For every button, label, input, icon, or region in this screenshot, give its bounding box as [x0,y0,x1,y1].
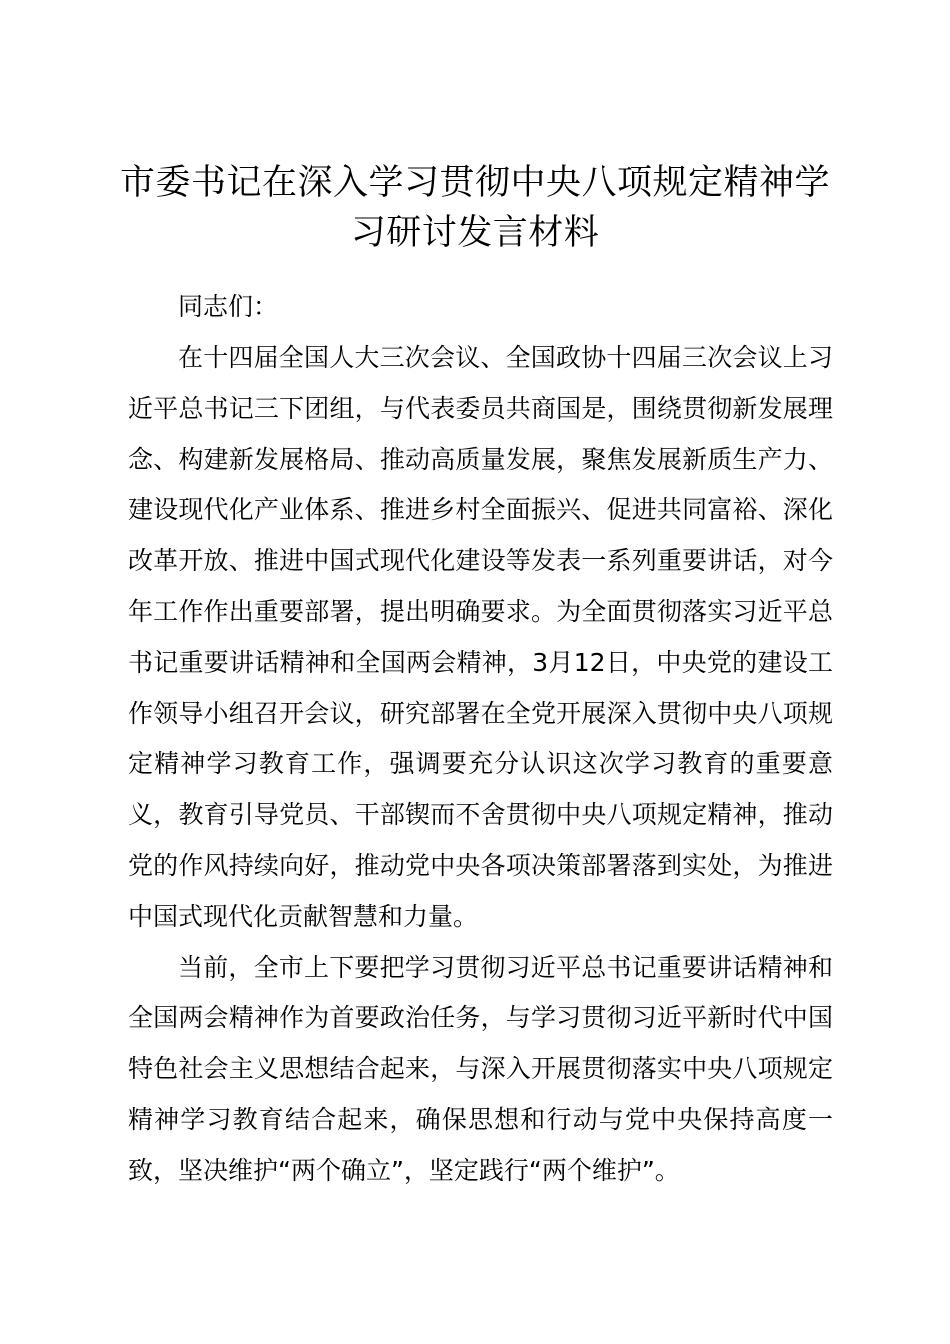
document-title: 市委书记在深入学习贯彻中央八项规定精神学习研讨发言材料 [119,163,830,253]
greeting: 同志们： [178,292,279,321]
paragraph-1: 在十四届全国人大三次会议、全国政协十四届三次会议上习近平总书记三下团组，与代表委员共商国是，围绕贯彻新发展理念、构建新发展格局、推动高质量发展，聚焦发展新质生产力、建设现代化产业体系、推进乡村全面振兴、促进共同富裕、深化改革开放、推进中国式现代化建设等发表一系列重要讲话，对今年工作作出重要部署，提出明确要求。为全面贯彻落实习近平总书记重要讲话精神和全国两会精神，3月12日，中央党的建设工作领导小组召开会议，研究部署在全党开展深入贯彻中央八项规定精神学习教育工作，强调要充分认识这次学习教育的重要意义，教育引导党员、干部锲而不舍贯彻中央八项规定精神，推动党的作风持续向好，推动党中央各项决策部署落到实处，为推进中国式现代化贡献智慧和力量。 [128,343,833,931]
paragraph-2: 当前，全市上下要把学习贯彻习近平总书记重要讲话精神和全国两会精神作为首要政治任务，与学习贯彻习近平新时代中国特色社会主义思想结合起来，与深入开展贯彻落实中央八项规定精神学习教育结合起来，确保思想和行动与党中央保持高度一致，坚决维护“两个确立”，坚定践行“两个维护”。 [128,952,833,1185]
document-body [128,333,833,1197]
